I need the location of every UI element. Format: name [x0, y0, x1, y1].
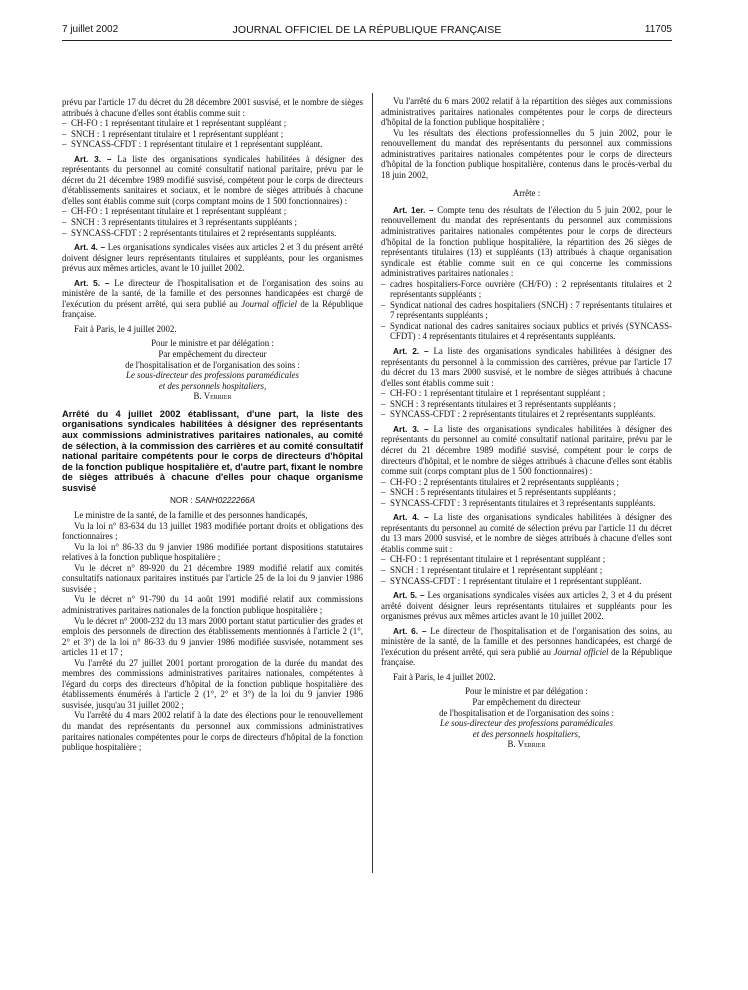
- article-4: Art. 4. – Les organisations syndicales visées aux articles 2 et 3 du présent arrêté doivent désigner leurs représentants titulaires et suppléants, pour les organismes prévus aux mêmes articles, avant le 10 juillet 2002.: [62, 242, 364, 274]
- signature-line: de l'hospitalisation et de l'organisation des soins :: [125, 359, 300, 370]
- journal-title: JOURNAL OFFICIEL DE LA RÉPUBLIQUE FRANÇAISE: [232, 24, 502, 36]
- signature-line: de l'hospitalisation et de l'organisation des soins :: [439, 707, 614, 718]
- signature-line: Par empêchement du directeur: [472, 696, 581, 707]
- article-label: Art. 5. –: [393, 590, 425, 601]
- list-item: – SNCH : 1 représentant titulaire et 1 représentant suppléant ;: [381, 565, 672, 576]
- list-item: – CH-FO : 2 représentants titulaires et 2 représentants suppléants ;: [381, 477, 672, 488]
- decree-title: Arrêté du 4 juillet 2002 établissant, d'une part, la liste des organisations syndicales habilitées à désigner des représentants aux commissions administratives paritaires nationales, au comité de sélection, à la commission des carrières et au comité consultatif national paritaire compétents pour le corps de directeurs d'hôpital de la fonction publique hospitalière et, d'autre part, fixant le nombre de sièges attribués à chacune d'elles pour chaque organisme susvisé: [62, 408, 363, 493]
- visa: Vu le décret n° 89-920 du 21 décembre 1989 modifié relatif aux comités consultatifs nationaux paritaires institués par l'article 25 de la loi du 9 janvier 1986 susvisée ;: [62, 562, 363, 594]
- list-item: – CH-FO : 1 représentant titulaire et 1 représentant suppléant ;: [62, 118, 363, 129]
- list-item: – cadres hospitaliers-Force ouvrière (CH/FO) : 2 représentants titulaires et 2 représentants suppléants ;: [381, 279, 672, 300]
- article-label: Art. 3. –: [393, 423, 429, 434]
- list-item: – CH-FO : 1 représentant titulaire et 1 représentant suppléant ;: [381, 554, 672, 565]
- list-item: – CH-FO : 1 représentant titulaire et 1 représentant suppléant ;: [381, 388, 672, 399]
- article-label: Art. 3. –: [74, 153, 112, 164]
- list-item: – SNCH : 3 représentants titulaires et 3 représentants suppléants ;: [381, 399, 672, 410]
- article-label: Art. 6. –: [393, 625, 427, 636]
- article-4: Art. 4. – La liste des organisations syndicales habilitées à désigner des représentants du personnel au comité de sélection prévu par l'article 11 du décret du 13 mars 2000 susvisé, et le nombre de sièges attribués à chacune d'elles sont établis comme suit :: [381, 512, 672, 554]
- visa: Vu la loi n° 86-33 du 9 janvier 1986 modifiée portant dispositions statutaires relatives à la fonction publique hospitalière ;: [62, 541, 363, 563]
- signature-line: Le sous-directeur des professions paramédicales: [126, 370, 299, 381]
- article-label: Art. 2. –: [393, 346, 429, 357]
- article-label: Art. 1er. –: [393, 204, 434, 215]
- visa: Vu la loi n° 83-634 du 13 juillet 1983 modifiée portant droits et obligations des fonctionnaires ;: [62, 520, 363, 542]
- article-label: Art. 5. –: [74, 277, 110, 288]
- signature-line: Par empêchement du directeur: [158, 349, 267, 360]
- signature-line: Pour le ministre et par délégation :: [465, 686, 588, 697]
- signature-line: et des personnels hospitaliers,: [158, 380, 267, 391]
- list-item: – SYNCASS-CFDT : 2 représentants titulaires et 2 représentants suppléants.: [62, 228, 363, 239]
- article-5: Art. 5. – Le directeur de l'hospitalisation et de l'organisation des soins au ministère de la santé, de la famille et des personnes handicapées est chargé de l'exécution du présent arrêté, qui sera publié au Journal officiel de la République française.: [62, 277, 364, 320]
- visa: Vu les résultats des élections professionnelles du 5 juin 2002, pour le renouvellement du mandat des représentants du personnel aux commissions administratives paritaires nationales compétentes pour le corps de directeurs d'hôpital de la fonction publique hospitalière, contenus dans le procès-verbal du 18 juin 2002,: [381, 127, 672, 180]
- header-rule: [62, 40, 672, 41]
- page-header: [62, 24, 672, 40]
- list-item: – Syndicat national des cadres sanitaires sociaux publics et privés (SYNCASS-CFDT) : 4 représentants titulaires et 4 représentants suppléants.: [381, 321, 672, 342]
- article-3: Art. 3. – La liste des organisations syndicales habilitées à désigner des représentants du personnel au comité consultatif national paritaire, prévu par le décret du 21 décembre 1989 modifié susvisé, compétent pour le corps de directeurs d'hôpital, et le nombre de sièges attribués à chacune d'elles sont établis comme suit (corps comptant plus de 1 500 fonctionnaires) :: [381, 423, 672, 477]
- list-item: – SYNCASS-CFDT : 1 représentant titulaire et 1 représentant suppléant.: [62, 139, 363, 150]
- nor-reference: NOR : SANH0222266A: [169, 495, 256, 505]
- left-column: [62, 97, 363, 753]
- signatory-name: B. Verrier: [507, 739, 546, 750]
- paragraph: prévu par l'article 17 du décret du 28 décembre 2001 susvisé, et le nombre de sièges attribués à chacune d'elles sont établis comme suit :: [62, 97, 363, 118]
- signatory-name: B. Verrier: [193, 391, 232, 402]
- signature-place-date: Fait à Paris, le 4 juillet 2002.: [393, 671, 496, 682]
- signature-line: Le sous-directeur des professions paramédicales: [440, 718, 613, 729]
- arrete-heading: Arrête :: [512, 188, 541, 199]
- list-item: – SYNCASS-CFDT : 2 représentants titulaires et 2 représentants suppléants.: [381, 409, 672, 420]
- article-2: Art. 2. – La liste des organisations syndicales habilitées à désigner des représentants du personnel à la commission des carrières, prévue par l'article 17 du décret du 13 mars 2000 susvisé, et le nombre de sièges attribués à chacune d'elles sont établis comme suit :: [381, 346, 672, 388]
- visa: Le ministre de la santé, de la famille et des personnes handicapés,: [74, 510, 308, 521]
- list-item: – CH-FO : 1 représentant titulaire et 1 représentant suppléant ;: [62, 206, 363, 217]
- list-item: – SNCH : 3 représentants titulaires et 3 représentants suppléants ;: [62, 217, 363, 228]
- article-label: Art. 4. –: [74, 242, 106, 253]
- list-item: – SYNCASS-CFDT : 1 représentant titulaire et 1 représentant suppléant.: [381, 576, 672, 587]
- article-1: Art. 1er. – Compte tenu des résultats de l'élection du 5 juin 2002, pour le renouvellement du mandat des représentants du personnel aux commissions administratives paritaires nationales compétentes pour le corps de directeurs d'hôpital de la fonction publique hospitalière, la répartition des 26 sièges de représentants titulaires (13) et suppléants (13) attribués à chaque organisation syndicale est établie comme suit en ce qui concerne les commissions administratives paritaires nationales :: [381, 204, 672, 279]
- signature-place-date: Fait à Paris, le 4 juillet 2002.: [74, 323, 177, 334]
- visa: Vu le décret n° 91-790 du 14 août 1991 modifié relatif aux commissions administratives paritaires nationales de la fonction publique hospitalière ;: [62, 594, 363, 615]
- article-5: Art. 5. – Les organisations syndicales visées aux articles 2, 3 et 4 du présent arrêté doivent désigner leurs représentants titulaires et suppléants pour les organismes prévus aux mêmes articles avant le 10 juillet 2002.: [381, 590, 673, 622]
- right-column: [381, 96, 672, 750]
- issue-date: 7 juillet 2002: [62, 24, 119, 35]
- page-number: 11705: [644, 24, 672, 35]
- column-divider: [372, 93, 373, 873]
- article-3: Art. 3. – La liste des organisations syndicales habilitées à désigner des représentants du personnel au comité consultatif national paritaire, prévu par le décret du 21 décembre 1989 modifié susvisé, compétent pour le corps de directeurs d'établissements sanitaires et sociaux, et le nombre de sièges attribués à chacune d'elles sont établis comme suit (corps comptant moins de 1 500 fonctionnaires) :: [62, 153, 364, 206]
- list-item: – SNCH : 5 représentants titulaires et 5 représentants suppléants ;: [381, 487, 672, 498]
- visa: Vu l'arrêté du 6 mars 2002 relatif à la répartition des sièges aux commissions administratives paritaires nationales compétentes pour le corps de directeurs d'hôpital de la fonction publique hospitalière ;: [381, 96, 672, 128]
- signature-line: et des personnels hospitaliers,: [472, 728, 581, 739]
- article-6: Art. 6. – Le directeur de l'hospitalisation et de l'organisation des soins, au ministère de la santé, de la famille et des personnes handicapées, est chargé de l'exécution du présent arrêté, qui sera publié au Journal officiel de la République française.: [381, 625, 673, 668]
- visa: Vu l'arrêté du 27 juillet 2001 portant prorogation de la durée du mandat des membres des commissions administratives paritaires nationales, compétentes à l'égard du corps des directeurs d'hôpital de la fonction publique hospitalière des établissements énumérés à l'article 2 (1°, 2° et 3°) de la loi du 9 janvier 1986 susvisée, jusqu'au 31 juillet 2002 ;: [62, 657, 363, 710]
- visa: Vu l'arrêté du 4 mars 2002 relatif à la date des élections pour le renouvellement du mandat des représentants du personnel aux commissions administratives paritaires nationales compétentes pour le corps de directeurs d'hôpital de la fonction publique hospitalière ;: [62, 710, 363, 753]
- signature-line: Pour le ministre et par délégation :: [151, 338, 274, 349]
- list-item: – SYNCASS-CFDT : 3 représentants titulaires et 3 représentants suppléants.: [381, 498, 672, 509]
- visa: Vu le décret n° 2000-232 du 13 mars 2000 portant statut particulier des grades et emplois des personnels de direction des établissements mentionnés à l'article 2 (1°, 2° et 3°) de la loi n° 86-33 du 9 janvier 1986 modifiée susvisée, notamment ses articles 11 et 17 ;: [62, 615, 363, 658]
- list-item: – SNCH : 1 représentant titulaire et 1 représentant suppléant ;: [62, 129, 363, 140]
- article-label: Art. 4. –: [393, 512, 429, 523]
- list-item: – Syndicat national des cadres hospitaliers (SNCH) : 7 représentants titulaires et 7 représentants suppléants ;: [381, 300, 672, 321]
